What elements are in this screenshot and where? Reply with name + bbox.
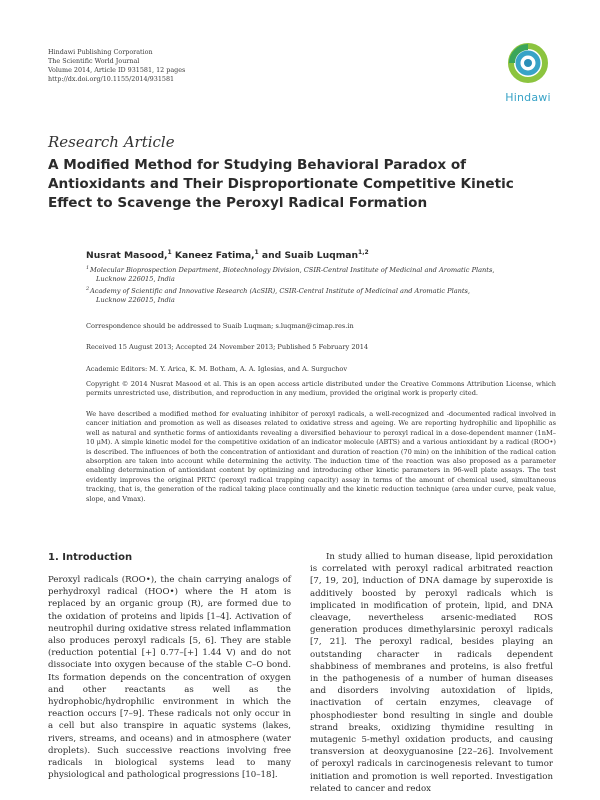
author-affil-sup: 1 [254, 248, 259, 256]
volume-info: Volume 2014, Article ID 931581, 12 pages [48, 66, 186, 74]
author-name: Kaneez Fatima, [174, 250, 255, 261]
paragraph: Peroxyl radicals (ROO•), the chain carrying analogs of perhydroxyl radical (HOO•) where the H atom is replaced by an organic group (R), are formed due to the oxidation of proteins and lipids [1–4]. Activation of neutrophil during oxidative stress related inflammation also produces peroxyl radicals [5, 6]. They are stable (reduction potential [+] 0.77–[+] 1.44 V) and do not dissociate into oxygen because of the stable C–O bond. Its formation depends on the concentration of oxygen and other reactants as well as the hydrophobic/hydrophilic environment in which the reaction occurs [7–9]. These radicals not only occur in a cell but also transpire in aquatic systems (lakes, rivers, streams, and oceans) and in atmosphere (water droplets). Such successive reactions involving free radicals in biological systems lead to many physiological and pathological progressions [10–18]. [48, 575, 291, 781]
title-line: A Modified Method for Studying Behavioral Paradox of [48, 157, 467, 173]
abstract: We have described a modified method for evaluating inhibitor of peroxyl radicals, a well-recognized and -documented radical involved in cancer initiation and promotion as well as diseases related to oxidative stress and ageing. We are reporting hydrophilic and lipophilic as well as natural and synthetic forms of antioxidants revealing a diversified behaviour to peroxyl radical in a dose-dependent manner (1nM–10 μM). A simple kinetic model for the competitive oxidation of an indicator molecule (ABTS) and a various antioxidant by a radical (ROO•) is described. The influences of both the concentration of antioxidant and duration of reaction (70 min) on the inhibition of the radical cation absorption are taken into account while determining the activity. The induction time of the reaction was also proposed as a parameter enabling determination of antioxidant content by optimizing and introducing other kinetic parameters in 96-well plate assays. The test evidently improves the original PRTC (peroxyl radical trapping capacity) assay in terms of the amount of chemical used, simultaneous tracking, that is, the generation of the radical taking place continually and the kinetic reduction technique (area under curve, peak value, slope, and Vmax). [86, 410, 556, 503]
journal-name: The Scientific World Journal [48, 57, 140, 65]
paragraph: In study allied to human disease, lipid peroxidation is correlated with peroxyl radical arbitrated reaction [7, 19, 20], induction of DNA damage by superoxide is additively boosted by peroxyl radicals which is implicated in modification of protein, lipid, and DNA cleavage, nevertheless arsenic-mediated ROS generation produces dimethylarsinic peroxyl radicals [7, 21]. The peroxyl radical, besides playing an outstanding character in radicals dependent shabbiness of membranes and proteins, is also fretful in the pathogenesis of a number of human diseases and disorders involving autoxidation of lipids, inactivation of certain enzymes, cleavage of phosphodiester bond resulting in single and double strand breaks, oxidizing thymidine resulting in mutagenic 5-methyl oxidation products, and causing transversion at deoxyguanosine [22–26]. Involvement of peroxyl radicals in carcinogenesis relevant to tumor initiation and promotion is well reported. Investigation related to cancer and redox [310, 552, 553, 794]
hindawi-logo [498, 43, 558, 107]
title-line: Effect to Scavenge the Peroxyl Radical Formation [48, 195, 428, 212]
affiliations [86, 266, 556, 306]
section-heading: 1. Introduction [48, 552, 133, 563]
article-type: Research Article [48, 133, 175, 151]
author-affil-sup: 1,2 [358, 248, 369, 256]
author-name: and Suaib Luqman [261, 250, 359, 261]
copyright-notice: Copyright © 2014 Nusrat Masood et al. This is an open access article distributed under the Creative Commons Attribution License, which permits unrestricted use, distribution, and reproduction in any medium, provided the original work is properly cited. [86, 380, 556, 398]
affiliation-text: Molecular Bioprospection Department, Biotechnology Division, CSIR-Central Institute of Medicinal and Aromatic Plants, [90, 266, 495, 274]
affiliation-text: Lucknow 226015, India [96, 275, 175, 284]
academic-editors: Academic Editors: M. Y. Arica, K. M. Botham, A. A. Iglesias, and A. Surguchov [86, 365, 348, 373]
affiliation-item [86, 266, 556, 285]
hindawi-logo-text: Hindawi [505, 91, 551, 104]
author-affil-sup: 1 [167, 248, 172, 256]
affiliation-number: 1 [86, 265, 90, 271]
publisher-name: Hindawi Publishing Corporation [48, 48, 153, 56]
affiliation-number: 2 [86, 285, 90, 292]
intro-right-column [310, 551, 553, 795]
affiliation-text: Lucknow 226015, India [96, 296, 175, 305]
publication-dates: Received 15 August 2013; Accepted 24 November 2013; Published 5 February 2014 [86, 343, 369, 351]
correspondence-note: Correspondence should be addressed to Suaib Luqman; s.luqman@cimap.res.in [86, 322, 354, 330]
doi-link[interactable]: http://dx.doi.org/10.1155/2014/931581 [48, 75, 175, 83]
title-line: Antioxidants and Their Disproportionate Competitive Kinetic [48, 176, 514, 193]
intro-left-column [48, 574, 291, 781]
author-list [86, 250, 369, 261]
article-title [48, 156, 568, 214]
author-name: Nusrat Masood, [86, 250, 168, 261]
affiliation-text: Academy of Scientific and Innovative Research (AcSIR), CSIR-Central Institute of Medicinal and Aromatic Plants, [90, 286, 471, 295]
journal-header [48, 48, 308, 84]
hindawi-logo-icon [498, 43, 558, 89]
affiliation-item [86, 287, 556, 306]
